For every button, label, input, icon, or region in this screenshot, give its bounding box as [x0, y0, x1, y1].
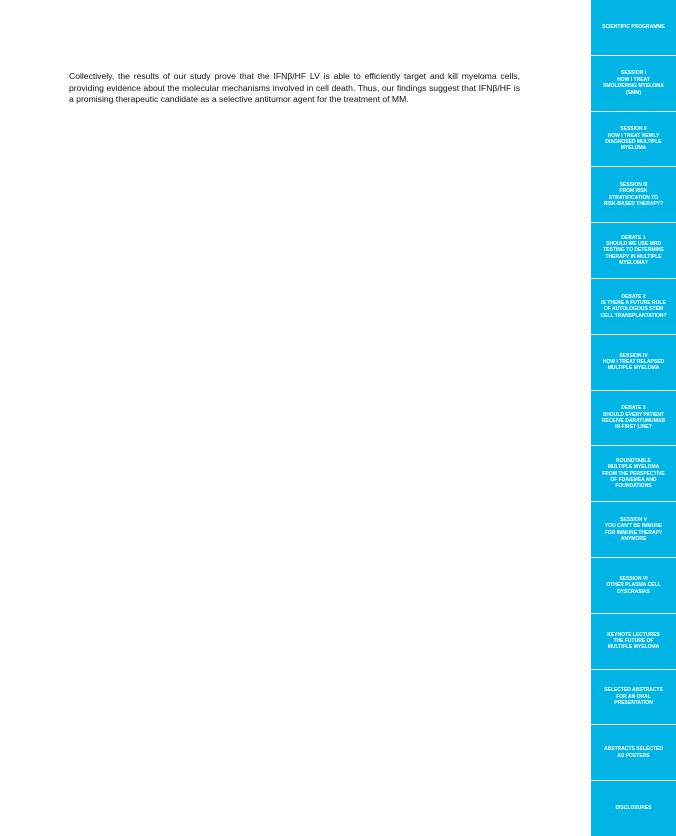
sidebar-item-label: SESSION II HOW I TREAT NEWLY DIAGNOSED MULTIPLE MYELOMA: [605, 126, 662, 152]
sidebar-item-session-6[interactable]: [591, 558, 676, 613]
sidebar-item-debate-2[interactable]: [591, 279, 676, 334]
sidebar-item-label: SESSION IV HOW I TREAT RELAPSED MULTIPLE MYELOMA: [602, 352, 665, 372]
sidebar-item-label: DISCLOSURES: [615, 805, 652, 812]
sidebar-item-label: SELECTED ABSTRACTS FOR AN ORAL PRESENTATION: [604, 687, 663, 707]
sidebar-item-session-2[interactable]: [591, 112, 676, 167]
sidebar-item-label: DEBATE 3 SHOULD EVERY PATIENT RECEIVE DARATUMUMAB IN FIRST LINE?: [601, 405, 666, 431]
sidebar-item-label: SESSION I HOW I TREAT SMOLDERING MYELOMA (SMM): [603, 70, 664, 96]
sidebar-item-label: SESSION V YOU CAN'T BE IMMUNE FOR IMMUNE THERAPY ANYMORE: [604, 516, 663, 542]
sidebar-item-label: DEBATE 2 IS THERE A FUTURE ROLE OF AUTOLOGOUS STEM CELL TRANSPLANTATION?: [600, 293, 667, 319]
sidebar-item-abstracts-posters[interactable]: [591, 725, 676, 780]
sidebar-item-selected-abstracts-oral[interactable]: [591, 670, 676, 725]
sidebar-item-keynote-lectures[interactable]: [591, 614, 676, 669]
sidebar-item-session-3[interactable]: [591, 167, 676, 222]
sidebar-item-label: SESSION VI OTHER PLASMA CELL DYSCRASIAS: [606, 575, 661, 595]
sidebar-item-label: ROUNDTABLE MULTIPLE MYELOMA FROM THE PERSPECTIVE OF FDA/EMEA AND FOUNDATIONS: [602, 457, 665, 490]
sidebar-item-label: ABSTRACTS SELECTED AS POSTERS: [604, 746, 663, 759]
sidebar-item-session-5[interactable]: [591, 502, 676, 557]
sidebar-item-session-4[interactable]: [591, 335, 676, 390]
body-paragraph: Collectively, the results of our study prove that the IFNβ/HF LV is able to efficiently target and kill myeloma cells, providing evidence about the molecular mechanisms involved in cell death. Thus, our findings suggest that IFNβ/HF is a promising therapeutic candidate as a selective antitumor agent for the treatment of MM.: [69, 71, 520, 105]
sidebar-item-label: DEBATE 1 SHOULD WE USE MRD TESTING TO DETERMINE THERAPY IN MULTIPLE MYELOMA?: [603, 234, 664, 267]
sidebar-item-session-1[interactable]: [591, 56, 676, 111]
sidebar-nav: [591, 0, 676, 836]
sidebar-item-scientific-programme[interactable]: [591, 0, 676, 55]
main-content: [69, 71, 520, 106]
sidebar-item-label: SCIENTIFIC PROGRAMME: [602, 24, 665, 31]
sidebar-item-debate-3[interactable]: [591, 391, 676, 446]
sidebar-item-label: SESSION III FROM RISK STRATIFICATION TO RISK-BASED THERAPY?: [603, 181, 664, 208]
sidebar-item-label: KEYNOTE LECTURES THE FUTURE OF MULTIPLE MYELOMA: [607, 631, 660, 651]
sidebar-item-disclosures[interactable]: [591, 781, 676, 836]
sidebar-item-debate-1[interactable]: [591, 223, 676, 278]
sidebar-item-roundtable[interactable]: [591, 446, 676, 501]
